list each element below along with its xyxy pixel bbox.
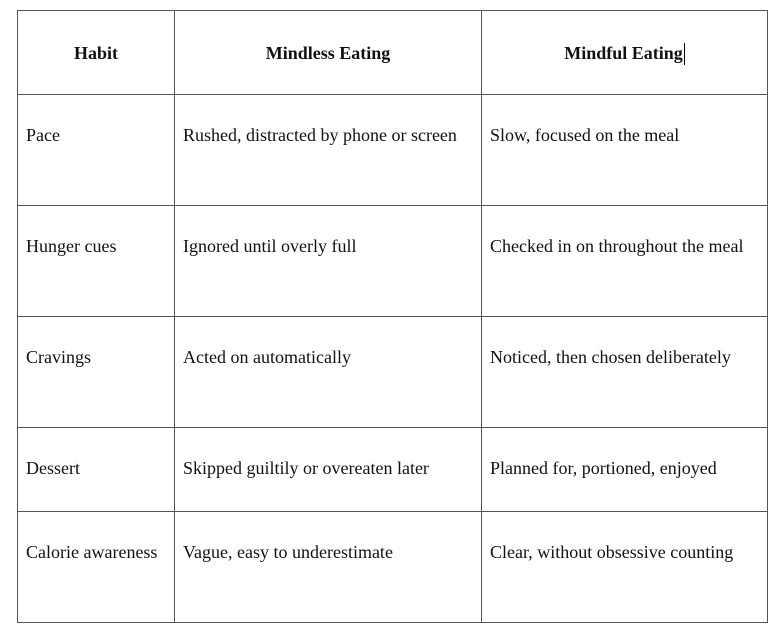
table-cell[interactable]: Pace	[18, 95, 175, 206]
table-cell[interactable]: Ignored until overly full	[175, 206, 482, 317]
table-cell[interactable]: Clear, without obsessive counting	[482, 512, 768, 623]
header-habit[interactable]: Habit	[18, 11, 175, 95]
header-mindful-eating[interactable]	[482, 11, 768, 95]
header-mindless-eating[interactable]: Mindless Eating	[175, 11, 482, 95]
table-cell[interactable]: Calorie awareness	[18, 512, 175, 623]
table-row	[18, 512, 768, 623]
table-row	[18, 317, 768, 428]
table-cell[interactable]: Vague, easy to underestimate	[175, 512, 482, 623]
text-cursor	[684, 43, 685, 65]
table-row	[18, 428, 768, 512]
table-row	[18, 206, 768, 317]
table-cell[interactable]: Dessert	[18, 428, 175, 512]
table-cell[interactable]: Noticed, then chosen deliberately	[482, 317, 768, 428]
header-mindful-eating-text: Mindful Eating	[564, 42, 683, 63]
table-row	[18, 95, 768, 206]
table-cell[interactable]: Acted on automatically	[175, 317, 482, 428]
table-cell[interactable]: Planned for, portioned, enjoyed	[482, 428, 768, 512]
table-cell[interactable]: Checked in on throughout the meal	[482, 206, 768, 317]
table-cell[interactable]: Rushed, distracted by phone or screen	[175, 95, 482, 206]
table-cell[interactable]: Skipped guiltily or overeaten later	[175, 428, 482, 512]
comparison-table	[17, 10, 768, 623]
table-cell[interactable]: Slow, focused on the meal	[482, 95, 768, 206]
header-row	[18, 11, 768, 95]
table-cell[interactable]: Hunger cues	[18, 206, 175, 317]
table-cell[interactable]: Cravings	[18, 317, 175, 428]
